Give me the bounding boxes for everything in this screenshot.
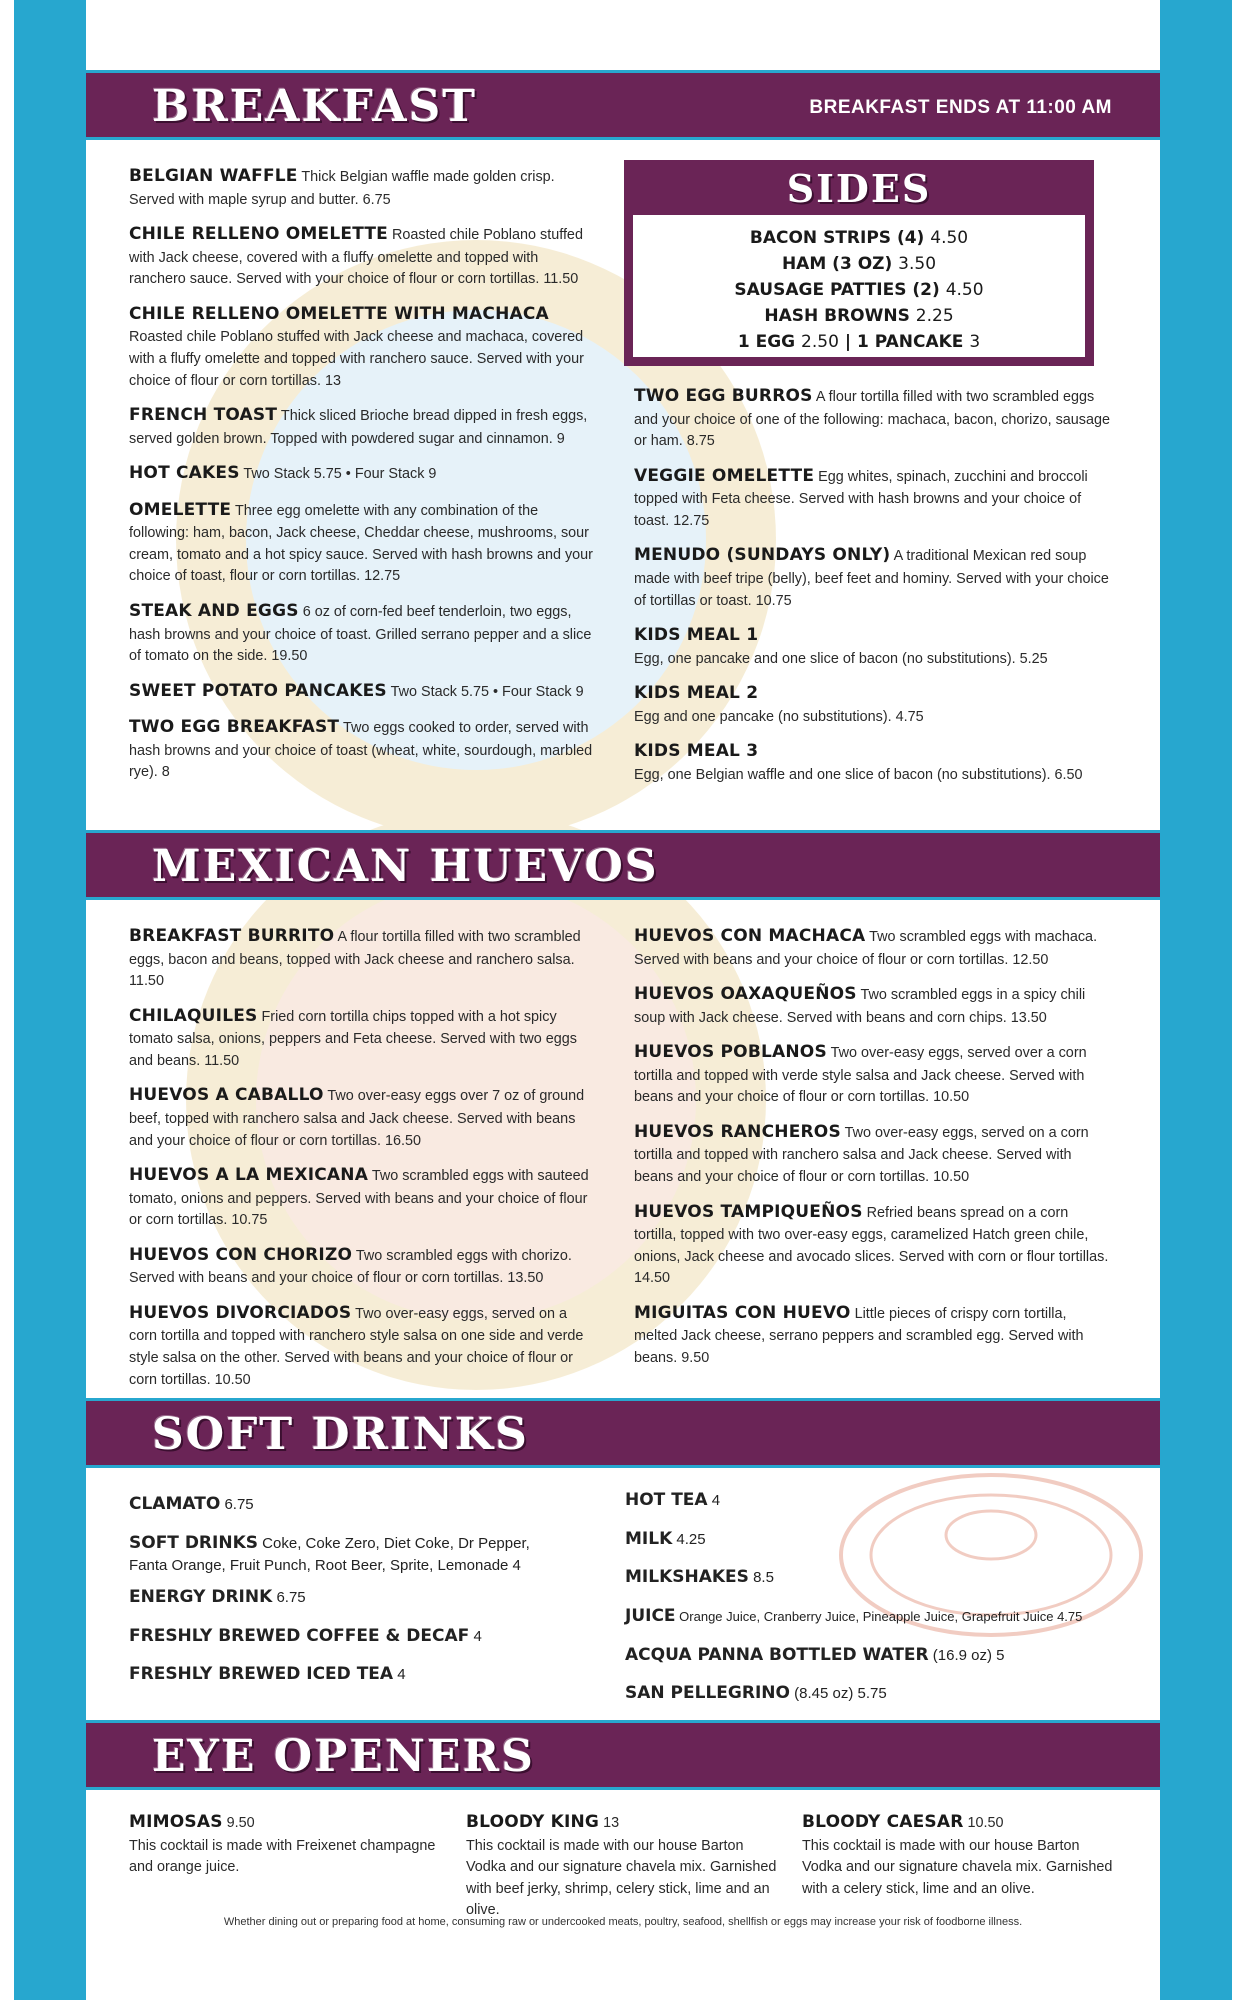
side-name: 1 PANCAKE — [856, 332, 964, 352]
drink-item — [129, 1624, 569, 1649]
side-item — [633, 251, 1085, 277]
item-description: Two eggs cooked to order, served with hash browns and your choice of toast (wheat, white, sourdough, marbled rye). 8 — [129, 720, 593, 781]
item-description: Two scrambled eggs with chorizo. Served with beans and your choice of flour or corn tortillas. 13.50 — [129, 1247, 572, 1287]
item-price: 10.50 — [967, 1815, 1004, 1831]
item-description: Two scrambled eggs with sauteed tomato, onions and peppers. Served with beans and your choice of flour or corn tortillas. 10.75 — [129, 1168, 589, 1229]
opener-item — [802, 1810, 1122, 1911]
menu-item — [129, 599, 595, 668]
side-item — [633, 277, 1085, 303]
breakfast-right-column — [634, 384, 1110, 797]
right-blue-border — [1160, 0, 1232, 2000]
drink-item — [129, 1492, 569, 1517]
menu-page — [86, 0, 1160, 2000]
side-price: 2.25 — [915, 306, 954, 326]
side-item — [633, 329, 1085, 355]
menu-item — [802, 1810, 1122, 1900]
menu-item — [129, 498, 595, 588]
item-description: (16.9 oz) 5 — [932, 1646, 1005, 1664]
item-description: Two over-easy eggs, served on a corn tortilla and topped with ranchero salsa and Jack cheese. Served with beans and your choice of flour or corn tortillas. 10.50 — [634, 1124, 1089, 1186]
mexican-huevos-banner — [86, 830, 1160, 900]
drink-item — [129, 1585, 569, 1610]
side-price: 4.50 — [945, 280, 984, 300]
item-name: ACQUA PANNA BOTTLED WATER — [625, 1644, 929, 1665]
side-name: HAM (3 OZ) — [781, 254, 893, 274]
side-separator: | — [844, 332, 852, 352]
item-name: CHILE RELLENO OMELETTE — [129, 224, 388, 245]
item-description: Two over-easy eggs, served on a corn tortilla and topped with ranchero style salsa on one side and verde style salsa on the other. Served with beans and your choice of flour or corn tortillas. 10.50 — [129, 1305, 584, 1388]
menu-item — [634, 1301, 1110, 1370]
menu-item — [129, 461, 595, 487]
item-name: HOT CAKES — [129, 463, 240, 484]
item-price: 9.50 — [226, 1815, 255, 1831]
soft-drinks-banner — [86, 1398, 1160, 1468]
item-description: 6 oz of corn-fed beef tenderloin, two eggs, hash browns and your choice of toast. Grilled serrano pepper and a slice of tomato on the side. 19.50 — [129, 604, 592, 665]
item-description: Egg whites, spinach, zucchini and broccoli topped with Feta cheese. Served with hash browns and your choice of toast. 12.75 — [634, 468, 1088, 529]
drink-item — [625, 1565, 1125, 1590]
item-description: Thick Belgian waffle made golden crisp. Served with maple syrup and butter. 6.75 — [129, 169, 555, 208]
menu-item — [634, 1120, 1110, 1189]
menu-item — [634, 1040, 1110, 1109]
side-name: BACON STRIPS (4) — [749, 228, 925, 248]
sides-box — [624, 160, 1094, 366]
menu-item — [129, 164, 595, 211]
side-price: 3.50 — [898, 254, 937, 274]
menu-item — [634, 982, 1110, 1029]
item-description: 6.75 — [224, 1496, 254, 1513]
drink-item — [129, 1531, 569, 1577]
item-description: Egg, one Belgian waffle and one slice of bacon (no substitutions). 6.50 — [634, 766, 1083, 783]
item-name: SWEET POTATO PANCAKES — [129, 680, 387, 701]
mexican-left-column — [129, 924, 595, 1402]
opener-item — [129, 1810, 439, 1890]
left-blue-border — [14, 0, 86, 2000]
item-name: BLOODY CAESAR — [802, 1812, 964, 1832]
food-safety-disclaimer: Whether dining out or preparing food at home, consuming raw or undercooked meats, poultry, seafood, shellfish or eggs may increase your risk of foodborne illness. — [223, 1916, 1023, 1928]
item-name: HUEVOS DIVORCIADOS — [129, 1302, 352, 1323]
breakfast-title: BREAKFAST — [152, 81, 477, 132]
mexican-right-column — [634, 924, 1110, 1381]
item-description: This cocktail is made with our house Barton Vodka and our signature chavela mix. Garnished with beef jerky, shrimp, celery stick, lime and an olive. — [466, 1837, 777, 1919]
item-description: A flour tortilla filled with two scrambled eggs and your choice of one of the following: machaca, bacon, chorizo, sausage or ham. 8.75 — [634, 389, 1110, 450]
item-name: VEGGIE OMELETTE — [634, 465, 815, 486]
mexican-huevos-title: MEXICAN HUEVOS — [152, 841, 659, 892]
side-item — [633, 303, 1085, 329]
item-name: CHILAQUILES — [129, 1005, 258, 1026]
item-description: This cocktail is made with our house Barton Vodka and our signature chavela mix. Garnished with a celery stick, lime and an olive. — [802, 1837, 1113, 1897]
item-description: (8.45 oz) 5.75 — [794, 1685, 887, 1703]
item-name: OMELETTE — [129, 499, 232, 520]
item-name: HUEVOS OAXAQUEÑOS — [634, 984, 857, 1005]
soft-drinks-title: SOFT DRINKS — [152, 1409, 529, 1460]
menu-item — [634, 1200, 1110, 1290]
menu-item — [129, 302, 595, 392]
item-description: A flour tortilla filled with two scrambled eggs, bacon and beans, topped with Jack cheese and ranchero salsa. 11.50 — [129, 929, 581, 990]
item-description: 8.5 — [753, 1569, 774, 1587]
item-price: 13 — [603, 1815, 620, 1831]
item-description: Two over-easy eggs over 7 oz of ground beef, topped with ranchero salsa and Jack cheese. Served with beans and your choice of flour or corn tortillas. 16.50 — [129, 1088, 585, 1149]
sides-list — [633, 215, 1085, 357]
menu-item — [634, 464, 1110, 533]
menu-item — [129, 679, 595, 705]
item-name: HUEVOS A CABALLO — [129, 1085, 324, 1106]
item-name: ENERGY DRINK — [129, 1587, 273, 1608]
item-description: Fried corn tortilla chips topped with a hot spicy tomato salsa, onions, peppers and Feta cheese. Served with two eggs and beans. 11.50 — [129, 1008, 577, 1069]
item-name: KIDS MEAL 1 — [634, 625, 759, 646]
item-name: TWO EGG BREAKFAST — [129, 717, 340, 738]
item-name: BLOODY KING — [466, 1812, 600, 1832]
drink-item — [129, 1662, 569, 1687]
item-name: FRENCH TOAST — [129, 405, 278, 426]
side-name: SAUSAGE PATTIES (2) — [734, 280, 940, 300]
menu-item — [634, 384, 1110, 453]
item-name: FRESHLY BREWED COFFEE & DECAF — [129, 1625, 470, 1646]
item-name: TWO EGG BURROS — [634, 386, 813, 406]
item-name: MILK — [625, 1528, 673, 1549]
side-name: 1 EGG — [737, 332, 796, 352]
item-description: 4.25 — [676, 1530, 706, 1548]
item-name: BELGIAN WAFFLE — [129, 166, 298, 186]
item-description: Roasted chile Poblano stuffed with Jack cheese, covered with a fluffy omelette and topped with ranchero sauce. Served with your choice of flour or corn tortillas. 11.50 — [129, 227, 583, 288]
side-item — [633, 225, 1085, 251]
item-description: Roasted chile Poblano stuffed with Jack cheese and machaca, covered with a fluffy omelette and topped with ranchero sauce. Served with your choice of flour or corn tortillas. 13 — [129, 329, 584, 389]
menu-item — [129, 222, 595, 291]
item-description: Little pieces of crispy corn tortilla, melted Jack cheese, serrano peppers and scrambled egg. Served with beans. 9.50 — [634, 1305, 1084, 1367]
item-name: HOT TEA — [625, 1490, 708, 1510]
item-name: JUICE — [625, 1605, 676, 1626]
item-name: MENUDO (SUNDAYS ONLY) — [634, 545, 891, 566]
item-description: Coke, Coke Zero, Diet Coke, Dr Pepper, Fanta Orange, Fruit Punch, Root Beer, Sprite, Lemonade 4 — [129, 1534, 530, 1575]
item-description: Orange Juice, Cranberry Juice, Pineapple Juice, Grapefruit Juice 4.75 — [679, 1608, 1083, 1624]
item-name: STEAK AND EGGS — [129, 601, 299, 622]
menu-item — [634, 543, 1110, 612]
item-name: KIDS MEAL 2 — [634, 683, 759, 704]
item-name: HUEVOS CON MACHACA — [634, 926, 866, 946]
drinks-right-column — [625, 1488, 1125, 1720]
item-description: 4 — [711, 1492, 721, 1509]
item-description: Two Stack 5.75 • Four Stack 9 — [243, 466, 437, 483]
menu-item — [129, 924, 595, 993]
menu-item — [634, 623, 1110, 670]
item-description: Egg, one pancake and one slice of bacon (no substitutions). 5.25 — [634, 650, 1048, 667]
menu-item — [129, 1810, 439, 1879]
menu-item — [634, 924, 1110, 971]
item-name: HUEVOS A LA MEXICANA — [129, 1165, 369, 1186]
item-name: FRESHLY BREWED ICED TEA — [129, 1664, 394, 1685]
side-name: HASH BROWNS — [764, 306, 910, 326]
item-description: Two Stack 5.75 • Four Stack 9 — [390, 683, 584, 700]
item-name: HUEVOS TAMPIQUEÑOS — [634, 1201, 863, 1222]
item-name: CLAMATO — [129, 1494, 221, 1514]
drinks-left-column — [129, 1492, 569, 1701]
item-name: MIGUITAS CON HUEVO — [634, 1302, 851, 1323]
item-description: 6.75 — [276, 1589, 306, 1607]
sides-title: SIDES — [786, 166, 932, 211]
item-description: Egg and one pancake (no substitutions). 4.75 — [634, 708, 924, 725]
eye-openers-banner — [86, 1720, 1160, 1790]
item-name: CHILE RELLENO OMELETTE WITH MACHACA — [129, 303, 549, 324]
menu-item — [466, 1810, 781, 1922]
item-description: A traditional Mexican red soup made with beef tripe (belly), beef feet and hominy. Served with your choice of tortillas or toast. 10.75 — [634, 548, 1109, 609]
breakfast-hours-note: BREAKFAST ENDS AT 11:00 AM — [809, 97, 1112, 118]
drink-item — [625, 1643, 1125, 1668]
item-name: MIMOSAS — [129, 1812, 223, 1832]
item-description: Refried beans spread on a corn tortilla, topped with two over-easy eggs, caramelized Hatch green chile, onions, Jack cheese and avocado slices. Served with corn or flour tortillas. 14.50 — [634, 1204, 1109, 1287]
drink-item — [625, 1604, 1125, 1629]
menu-item — [129, 1301, 595, 1391]
item-description: 4 — [473, 1627, 482, 1645]
menu-item — [129, 715, 595, 784]
menu-item — [129, 1083, 595, 1152]
item-description: Two over-easy eggs, served over a corn tortilla and topped with verde style salsa and Jack cheese. Served with beans and your choice of flour or corn tortillas. 10.50 — [634, 1045, 1087, 1106]
breakfast-left-column — [129, 164, 595, 795]
menu-item — [129, 1004, 595, 1073]
item-description: Thick sliced Brioche bread dipped in fresh eggs, served golden brown. Topped with powdered sugar and cinnamon. 9 — [129, 408, 588, 447]
menu-item — [129, 1163, 595, 1232]
drink-item — [625, 1681, 1125, 1706]
eye-openers-title: EYE OPENERS — [152, 1731, 535, 1782]
item-name: HUEVOS POBLANOS — [634, 1042, 827, 1063]
item-description: This cocktail is made with Freixenet champagne and orange juice. — [129, 1837, 436, 1876]
menu-item — [129, 403, 595, 450]
item-name: MILKSHAKES — [625, 1567, 749, 1588]
menu-item — [634, 681, 1110, 728]
item-name: KIDS MEAL 3 — [634, 741, 759, 762]
item-name: SAN PELLEGRINO — [625, 1683, 790, 1704]
item-name: SOFT DRINKS — [129, 1532, 258, 1553]
item-description: 4 — [397, 1666, 406, 1684]
item-description: Two scrambled eggs with machaca. Served with beans and your choice of flour or corn tortillas. 12.50 — [634, 929, 1098, 968]
opener-item — [466, 1810, 781, 1933]
drink-item — [625, 1488, 1125, 1513]
side-price: 2.50 — [801, 332, 839, 352]
item-description: Three egg omelette with any combination of the following: ham, bacon, Jack cheese, Cheddar cheese, mushrooms, sour cream, tomato and a hot spicy sauce. Served with hash browns and your choice of toast, flour or corn tortillas. 12.75 — [129, 502, 593, 585]
menu-item — [129, 1243, 595, 1290]
side-price: 4.50 — [930, 228, 969, 248]
breakfast-banner — [86, 70, 1160, 140]
item-name: HUEVOS RANCHEROS — [634, 1121, 841, 1142]
drink-item — [625, 1527, 1125, 1552]
menu-item — [634, 739, 1110, 786]
item-name: HUEVOS CON CHORIZO — [129, 1244, 353, 1265]
item-name: BREAKFAST BURRITO — [129, 926, 335, 946]
side-price: 3 — [969, 332, 981, 352]
item-description: Two scrambled eggs in a spicy chili soup with Jack cheese. Served with beans and corn chips. 13.50 — [634, 987, 1086, 1026]
